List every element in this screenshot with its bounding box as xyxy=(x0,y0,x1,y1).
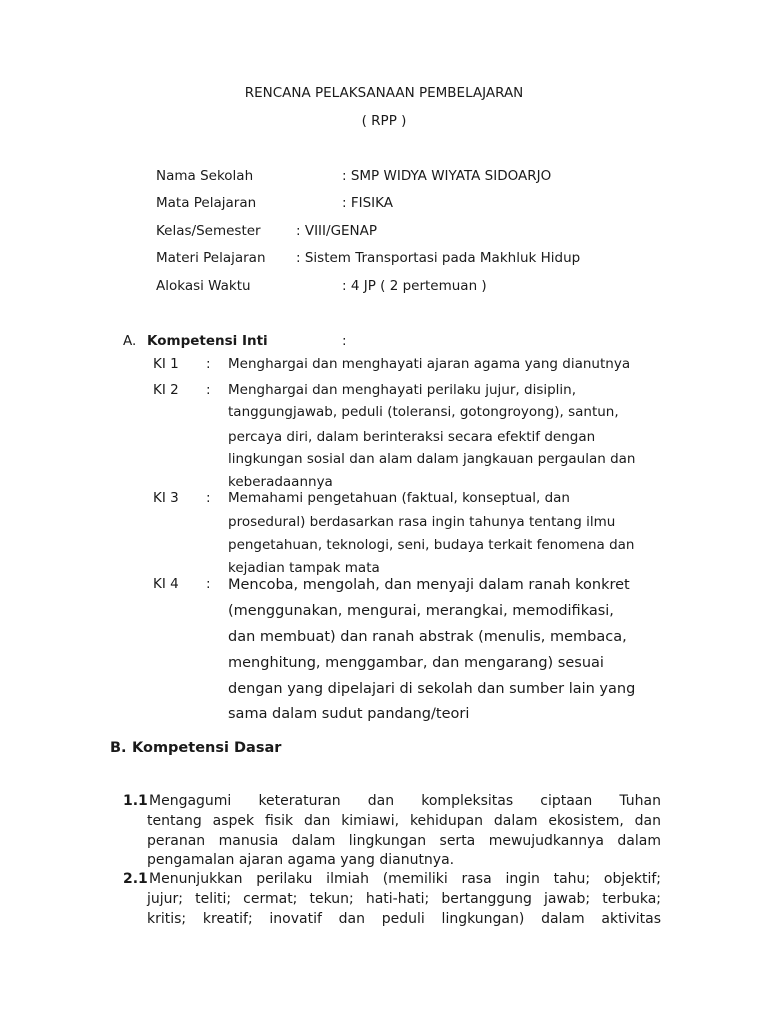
ki-code: KI 2 xyxy=(153,382,179,398)
section-marker: B. xyxy=(110,740,127,756)
kd-text-line: tentang aspek fisik dan kimiawi, kehidupan dalam ekosistem, dan xyxy=(147,813,661,829)
ki-separator: : xyxy=(206,490,211,506)
kd-number: 2.1 xyxy=(123,871,148,887)
ki-text-line: dengan yang dipelajari di sekolah dan sumber lain yang xyxy=(228,681,636,697)
document-title: RENCANA PELAKSANAAN PEMBELAJARAN xyxy=(244,85,524,101)
ki-text-line: keberadaannya xyxy=(228,474,333,490)
identity-value: : SMP WIDYA WIYATA SIDOARJO xyxy=(342,168,552,184)
ki-text-line: tanggungjawab, peduli (toleransi, gotongroyong), santun, xyxy=(228,404,619,420)
ki-text-line: sama dalam sudut pandang/teori xyxy=(228,706,470,722)
identity-label: Nama Sekolah xyxy=(156,168,254,184)
ki-text-line: dan membuat) dan ranah abstrak (menulis, membaca, xyxy=(228,629,627,645)
kd-text-line: pengamalan ajaran agama yang dianutnya. xyxy=(147,852,455,868)
ki-text-line: (menggunakan, mengurai, merangkai, memodifikasi, xyxy=(228,603,614,619)
section-heading: Kompetensi Dasar xyxy=(132,740,282,756)
section-colon: : xyxy=(342,333,347,349)
kd-number: 1.1 xyxy=(123,793,148,809)
ki-separator: : xyxy=(206,576,211,592)
ki-text-line: percaya diri, dalam berinteraksi secara efektif dengan xyxy=(228,429,596,445)
kd-text-line: Mengagumi keteraturan dan kompleksitas ciptaan Tuhan xyxy=(149,793,661,809)
ki-code: KI 3 xyxy=(153,490,179,506)
section-marker: A. xyxy=(123,333,137,349)
section-heading: Kompetensi Inti xyxy=(147,333,268,349)
ki-text-line: Menghargai dan menghayati perilaku jujur, disiplin, xyxy=(228,382,577,398)
ki-text-line: menghitung, menggambar, dan mengarang) sesuai xyxy=(228,655,604,671)
identity-label: Materi Pelajaran xyxy=(156,250,266,266)
ki-text-line: lingkungan sosial dan alam dalam jangkauan pergaulan dan xyxy=(228,451,636,467)
document-subtitle: ( RPP ) xyxy=(361,113,407,129)
ki-text-line: Menghargai dan menghayati ajaran agama yang dianutnya xyxy=(228,356,631,372)
identity-label: Kelas/Semester xyxy=(156,223,261,239)
identity-value: : FISIKA xyxy=(342,195,393,211)
kd-text-line: jujur; teliti; cermat; tekun; hati-hati; bertanggung jawab; terbuka; xyxy=(147,891,661,907)
ki-text-line: Mencoba, mengolah, dan menyaji dalam ranah konkret xyxy=(228,577,630,593)
identity-value: : VIII/GENAP xyxy=(296,223,378,239)
ki-text-line: pengetahuan, teknologi, seni, budaya terkait fenomena dan xyxy=(228,537,635,553)
identity-value: : 4 JP ( 2 pertemuan ) xyxy=(342,278,487,294)
ki-text-line: prosedural) berdasarkan rasa ingin tahunya tentang ilmu xyxy=(228,514,616,530)
identity-label: Alokasi Waktu xyxy=(156,278,251,294)
kd-text-line: kritis; kreatif; inovatif dan peduli lingkungan) dalam aktivitas xyxy=(147,911,661,927)
ki-code: KI 4 xyxy=(153,576,179,592)
ki-text-line: kejadian tampak mata xyxy=(228,560,380,576)
identity-value: : Sistem Transportasi pada Makhluk Hidup xyxy=(296,250,581,266)
identity-label: Mata Pelajaran xyxy=(156,195,257,211)
ki-code: KI 1 xyxy=(153,356,179,372)
kd-text-line: Menunjukkan perilaku ilmiah (memiliki rasa ingin tahu; objektif; xyxy=(149,871,661,887)
kd-text-line: peranan manusia dalam lingkungan serta mewujudkannya dalam xyxy=(147,833,661,849)
ki-separator: : xyxy=(206,356,211,372)
ki-separator: : xyxy=(206,382,211,398)
ki-text-line: Memahami pengetahuan (faktual, konseptual, dan xyxy=(228,490,570,506)
